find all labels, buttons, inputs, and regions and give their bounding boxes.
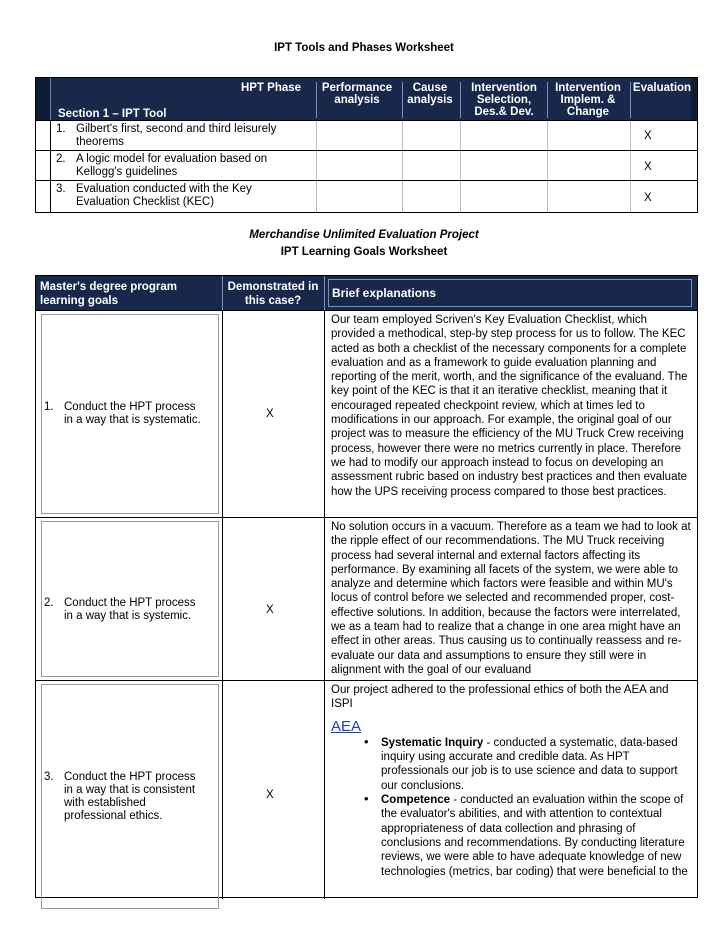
header-learning-goals: Master's degree program learning goals [40, 281, 177, 307]
table-row [35, 181, 698, 213]
learning-goal: 1. Conduct the HPT process in a way that is systematic. [44, 401, 201, 426]
header-evaluation: Evaluation [632, 82, 692, 94]
table-row [36, 310, 697, 517]
list-item: • Competence - conducted an evaluation within the scope of the evaluator's abilities, and with attention to contextual appropriateness of data collection and phrasing of conclusions and recommendations. By conducting literature reviews, we were able to have adequate knowledge of new technologies (metrics, bar coding) that were beneficial to the [364, 791, 688, 878]
header-demonstrated: Demonstrated in this case? [227, 281, 319, 307]
brief-explanation: Our team employed Scriven's Key Evaluation Checklist, which provided a methodical, step-by step process for us to follow. The KEC acted as both a checklist of the necessary components for a complete evaluation and as a framework to guide evaluation planning and reporting of the merit, worth, and the significance of the evaluand. The key point of the KEC is that it an iterative checklist, meaning that it encouraged repeated checkpoint review, which at times led to modifications in our approach. For example, the original goal of our project was to measure the efficiency of the MU Truck Crew receiving process, however there were no metrics currently in place. Therefore we had to modify our approach instead to focus on developing an assessment rubric based on industry best practices and then evaluate how the UPS receiving process compared to those best practices. [331, 314, 688, 498]
bullet-icon: • [364, 791, 369, 807]
demonstrated-mark: X [266, 604, 274, 616]
table-row [35, 151, 698, 181]
header-intervention-selection: Intervention Selection, Des.& Dev. [471, 82, 537, 118]
ipt-tool-name: 3. Evaluation conducted with the Key Evaluation Checklist (KEC) [56, 183, 252, 208]
evaluation-mark: X [644, 161, 652, 173]
learning-goals-table-header [36, 276, 697, 310]
learning-goal: 2. Conduct the HPT process in a way that is systemic. [44, 597, 196, 622]
worksheet2-title: IPT Learning Goals Worksheet [280, 246, 448, 258]
learning-goal: 3. Conduct the HPT process in a way that is consistent with established professional ethics. [44, 771, 196, 822]
learning-goals-table [35, 275, 698, 898]
ethics-intro: Our project adhered to the professional ethics of both the AEA and ISPI [331, 684, 669, 711]
header-cause-analysis: Cause analysis [407, 82, 453, 106]
brief-explanation: No solution occurs in a vacuum. Therefore as a team we had to look at the ripple effect of our recommendations. The MU Truck receiving process had several internal and external factors affecting its performance. By examining all facets of the system, we were able to analyze and determine which factors were feasible and within MU's locus of control before we selected and recommended proper, cost-effective solutions. In addition, because the factors were interrelated, we as a team had to realize that a change in one area might have an effect in other areas. Thus causing us to continually reassess and re-evaluate our data and assumptions to ensure they still were in alignment with the goal of our evaluand [331, 521, 691, 676]
header-hpt-phase: HPT Phase [240, 82, 302, 94]
ipt-tool-name: 1. Gilbert's first, second and third leisurely theorems [56, 123, 277, 148]
header-intervention-implementation: Intervention Implem. & Change [555, 82, 621, 118]
evaluation-mark: X [644, 130, 652, 142]
demonstrated-mark: X [266, 789, 274, 801]
table-row [35, 121, 698, 151]
brief-explanation [331, 683, 693, 879]
project-title: Merchandise Unlimited Evaluation Project [249, 229, 479, 241]
worksheet1-title: IPT Tools and Phases Worksheet [274, 42, 454, 54]
demonstrated-mark: X [266, 408, 274, 420]
list-item: • Systematic Inquiry - conducted a systematic, data-based inquiry using accurate and credible data. As HPT professionals our job is to use science and data to support our conclusions. [364, 733, 678, 792]
ipt-tools-table [35, 77, 698, 214]
table-row [36, 680, 697, 899]
evaluation-mark: X [644, 192, 652, 204]
header-section-ipt-tool: Section 1 – IPT Tool [58, 108, 167, 120]
bullet-icon: • [364, 733, 369, 749]
ipt-tool-name: 2. A logic model for evaluation based on Kellogg's guidelines [56, 153, 268, 178]
ipt-tools-table-header [35, 77, 698, 121]
aea-heading: AEA [331, 717, 362, 735]
header-brief-explanations: Brief explanations [332, 286, 437, 300]
table-row [36, 517, 697, 680]
header-performance-analysis: Performance analysis [321, 82, 393, 106]
